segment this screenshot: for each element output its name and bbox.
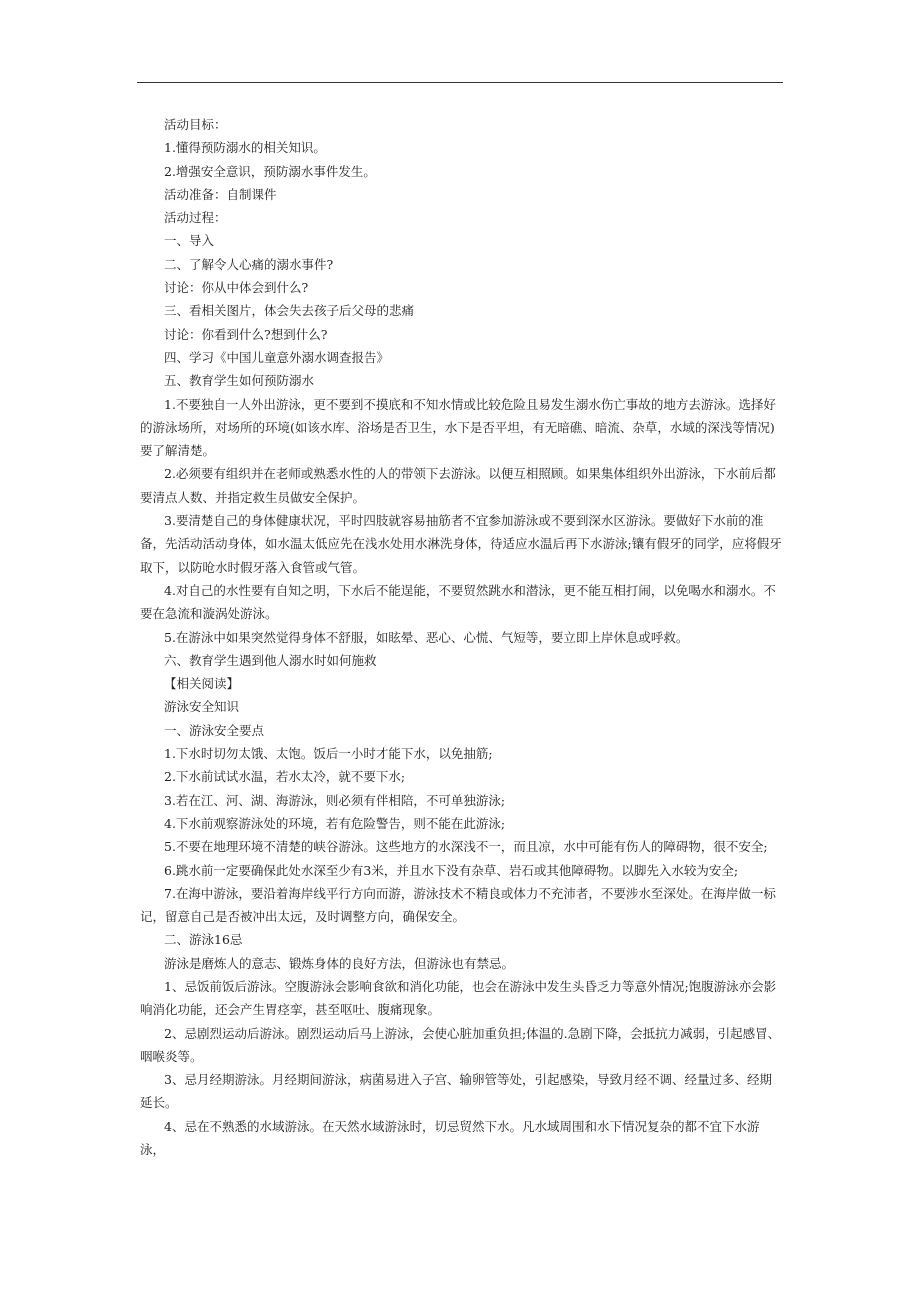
paragraph: 一、游泳安全要点	[164, 722, 265, 738]
paragraph: 1.不要独自一人外出游泳，更不要到不摸底和不知水情或比较危险且易发生溺水伤亡事故的地方去游泳。选择好的游泳场所，对场所的环境(如该水库、浴场是否卫生，水下是否平坦，有无暗礁、暗流、杂草，水域的深浅等情况)要了解清楚。	[140, 396, 776, 459]
paragraph: 3、忌月经期游泳。月经期间游泳，病菌易进入子宫、输卵管等处，引起感染，导致月经不调、经量过多、经期延长。	[140, 1072, 772, 1111]
paragraph: 五、教育学生如何预防溺水	[164, 373, 315, 389]
paragraph: 4.下水前观察游泳处的环境，若有危险警告，则不能在此游泳;	[164, 815, 506, 831]
paragraph: 游泳是磨炼人的意志、锻炼身体的良好方法，但游泳也有禁忌。	[164, 955, 515, 971]
paragraph: 讨论：你从中体会到什么?	[164, 280, 309, 296]
paragraph: 活动过程：	[164, 210, 227, 226]
paragraph: 3.若在江、河、湖、海游泳，则必须有伴相陪，不可单独游泳;	[164, 792, 506, 808]
paragraph: 4.对自己的水性要有自知之明，下水后不能逞能，不要贸然跳水和潜泳，更不能互相打闹，以免喝水和溺水。不要在急流和漩涡处游泳。	[140, 582, 776, 622]
paragraph: 讨论：你看到什么?想到什么?	[164, 326, 328, 342]
paragraph: 三、看相关图片，体会失去孩子后父母的悲痛	[164, 303, 415, 319]
paragraph: 活动准备：自制课件	[164, 186, 277, 202]
paragraph: 2.必须要有组织并在老师或熟悉水性的人的带领下去游泳。以便互相照顾。如果集体组织外出游泳，下水前后都要清点人数、并指定救生员做安全保护。	[140, 466, 776, 505]
paragraph: 4、忌在不熟悉的水域游泳。在天然水域游泳时，切忌贸然下水。凡水域周围和水下情况复杂的都不宜下水游泳，	[140, 1118, 760, 1158]
document-body	[140, 113, 783, 1161]
paragraph: 6.跳水前一定要确保此处水深至少有3米，并且水下没有杂草、岩石或其他障碍物。以脚先入水较为安全;	[164, 862, 739, 878]
paragraph: 2.下水前试试水温，若水太冷，就不要下水;	[164, 769, 406, 785]
paragraph: 游泳安全知识	[164, 699, 240, 715]
paragraph: 2.增强安全意识，预防溺水事件发生。	[164, 163, 376, 179]
paragraph: 四、学习《中国儿童意外溺水调查报告》	[164, 349, 390, 365]
header-rule	[137, 82, 783, 83]
paragraph: 二、游泳16忌	[164, 932, 243, 948]
paragraph: 活动目标：	[164, 117, 227, 132]
paragraph: 1、忌饭前饭后游泳。空腹游泳会影响食欲和消化功能，也会在游泳中发生头昏乏力等意外情况;饱腹游泳亦会影响消化功能，还会产生胃痉挛，甚至呕吐、腹痛现象。	[140, 978, 777, 1018]
paragraph: 7.在海中游泳，要沿着海岸线平行方向而游，游泳技术不精良或体力不充沛者，不要涉水至深处。在海岸做一标记，留意自己是否被冲出太远，及时调整方向，确保安全。	[140, 885, 776, 925]
paragraph: 3.要清楚自己的身体健康状况，平时四肢就容易抽筋者不宜参加游泳或不要到深水区游泳。要做好下水前的准备，先活动活动身体，如水温太低应先在浅水处用水淋洗身体，待适应水温后再下水游泳;镶有假牙的同学，应将假牙取下，以防呛水时假牙落入食管或气管。	[140, 513, 782, 575]
paragraph: 5.不要在地理环境不清楚的峡谷游泳。这些地方的水深浅不一，而且凉，水中可能有伤人的障碍物，很不安全;	[164, 839, 768, 855]
paragraph: 【相关阅读】	[164, 676, 240, 692]
paragraph: 二、了解令人心痛的溺水事件?	[164, 256, 334, 272]
paragraph: 1.下水时切勿太饿、太饱。饭后一小时才能下水，以免抽筋;	[164, 746, 493, 762]
paragraph: 1.懂得预防溺水的相关知识。	[164, 140, 326, 156]
paragraph: 5.在游泳中如果突然觉得身体不舒服，如眩晕、恶心、心慌、气短等，要立即上岸休息或呼救。	[164, 629, 689, 645]
paragraph: 六、教育学生遇到他人溺水时如何施救	[164, 652, 377, 668]
paragraph: 2、忌剧烈运动后游泳。剧烈运动后马上游泳，会使心脏加重负担;体温的.急剧下降，会抵抗力减弱，引起感冒、咽喉炎等。	[140, 1025, 781, 1064]
paragraph: 一、导入	[164, 233, 215, 249]
